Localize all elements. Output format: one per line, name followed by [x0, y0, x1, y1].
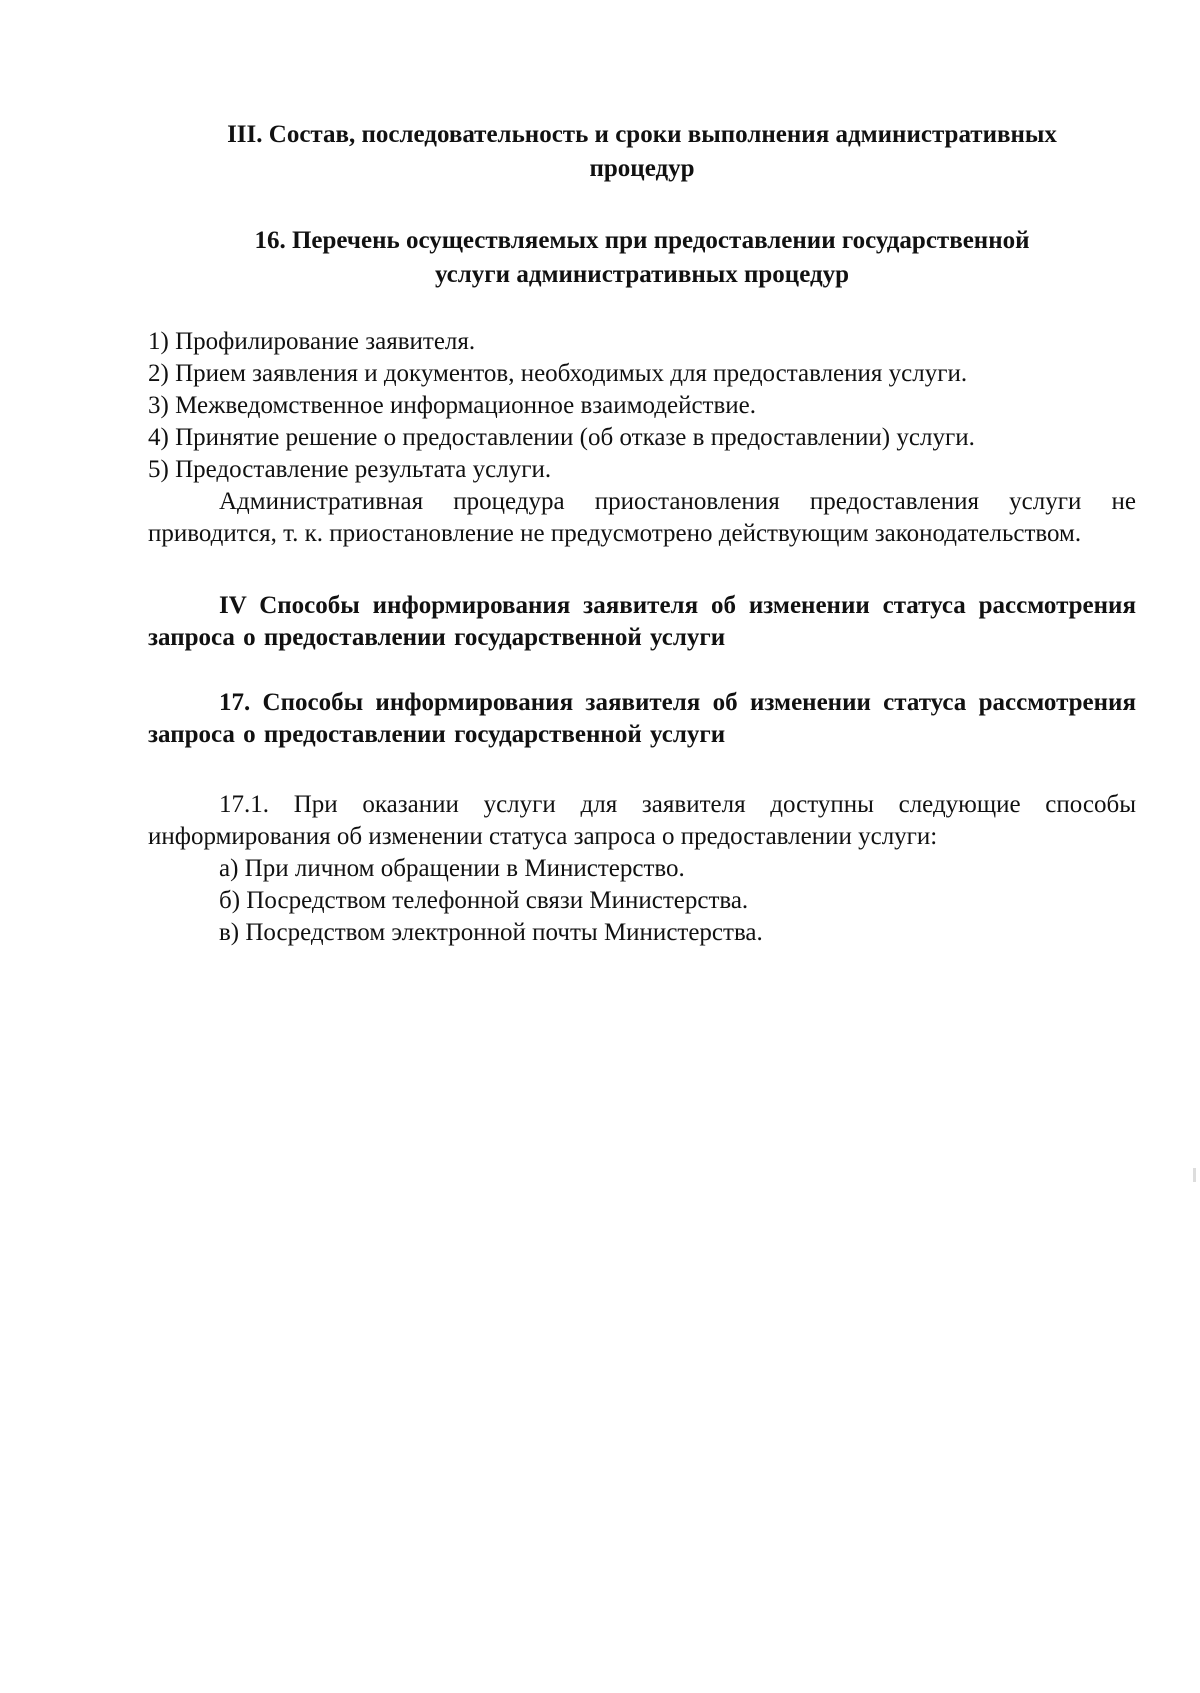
section-17-heading: 17. Способы информирования заявителя об изменении статуса рассмотрения запроса о предоставлении государственной услуги — [148, 689, 1136, 748]
suspension-note: Административная процедура приостановления предоставления услуги не приводится, т. к. приостановление не предусмотрено действующим законодательством. — [148, 488, 1136, 547]
section-iv-heading: IV Способы информирования заявителя об изменении статуса рассмотрения запроса о предоставлении государственной услуги — [148, 592, 1136, 651]
notification-methods-list — [148, 853, 1136, 949]
notification-method-item: в) Посредством электронной почты Министерства. — [219, 919, 763, 946]
section-iii-heading — [148, 118, 1136, 186]
procedure-item: 5) Предоставление результата услуги. — [148, 456, 552, 483]
procedure-item: 2) Прием заявления и документов, необходимых для предоставления услуги. — [148, 360, 968, 387]
procedure-item: 1) Профилирование заявителя. — [148, 328, 476, 355]
section-iii-heading-line1: III. Состав, последовательность и сроки выполнения административных — [227, 121, 1057, 148]
procedure-item: 3) Межведомственное информационное взаимодействие. — [148, 392, 757, 419]
section-16-heading-line1: 16. Перечень осуществляемых при предоставлении государственной — [254, 227, 1030, 254]
section-iii-heading-line2: процедур — [589, 155, 695, 182]
section-17-paragraph: 17.1. При оказании услуги для заявителя доступны следующие способы информирования об изменении статуса запроса о предоставлении услуги: — [148, 791, 1136, 850]
procedure-item: 4) Принятие решение о предоставлении (об отказе в предоставлении) услуги. — [148, 424, 975, 451]
document-page — [148, 118, 1136, 949]
section-16-heading — [148, 224, 1136, 292]
section-16-heading-line2: услуги административных процедур — [434, 261, 850, 288]
notification-method-item: а) При личном обращении в Министерство. — [219, 855, 685, 882]
notification-method-item: б) Посредством телефонной связи Министерства. — [219, 887, 749, 914]
procedures-list — [148, 326, 1136, 486]
scan-artifact — [1193, 1168, 1196, 1182]
